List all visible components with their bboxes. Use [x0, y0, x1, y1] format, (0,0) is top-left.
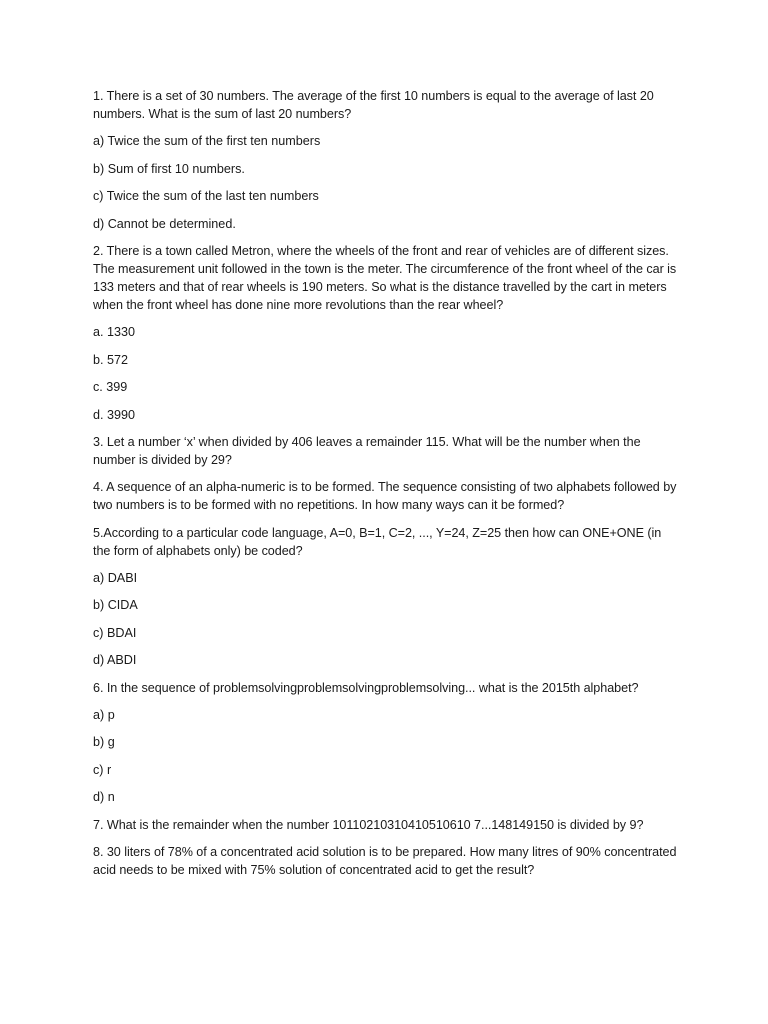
question-6-option-c: c) r	[93, 762, 112, 777]
question-6-option-d: d) n	[93, 790, 115, 805]
question-2-option-b: b. 572	[93, 352, 129, 367]
question-6-text: 6. In the sequence of problemsolvingproblemsolvingproblemsolving... what is the 2015th alphabet?	[93, 680, 639, 695]
question-3-text: 3. Let a number ‘x’ when divided by 406 leaves a remainder 115. What will be the number when the number is divided by 29?	[93, 434, 641, 467]
question-5-text: 5.According to a particular code language, A=0, B=1, C=2, ..., Y=24, Z=25 then how can ONE+ONE (in the form of alphabets only) be coded?	[93, 525, 662, 558]
question-5-option-c: c) BDAI	[93, 625, 137, 640]
question-1-option-c: c) Twice the sum of the last ten numbers	[93, 189, 319, 204]
question-2-option-a: a. 1330	[93, 325, 136, 340]
question-1-text: 1. There is a set of 30 numbers. The average of the first 10 numbers is equal to the average of last 20 numbers. What is the sum of last 20 numbers?	[93, 89, 654, 121]
question-5-option-b: b) CIDA	[93, 598, 138, 613]
question-8-text: 8. 30 liters of 78% of a concentrated acid solution is to be prepared. How many litres of 90% concentrated acid needs to be mixed with 75% solution of concentrated acid to get the result?	[93, 844, 677, 877]
question-1-option-b: b) Sum of first 10 numbers.	[93, 161, 245, 176]
question-2-text: 2. There is a town called Metron, where the wheels of the front and rear of vehicles are of different sizes. The measurement unit followed in the town is the meter. The circumference of the front wheel of the car is 133 meters and that of rear wheels is 190 meters. So what is the distance travelled by the cart in meters when the front wheel has done nine more revolutions than the rear wheel?	[93, 243, 677, 312]
question-6-option-b: b) g	[93, 735, 115, 750]
question-4-text: 4. A sequence of an alpha-numeric is to be formed. The sequence consisting of two alphabets followed by two numbers is to be formed with no repetitions. In how many ways can it be formed?	[93, 480, 677, 513]
question-2-option-c: c. 399	[93, 380, 128, 395]
question-2-option-d: d. 3990	[93, 407, 136, 422]
question-7-text: 7. What is the remainder when the number 10110210310410510610 7...148149150 is divided by 9?	[93, 817, 644, 832]
question-1-option-d: d) Cannot be determined.	[93, 216, 236, 231]
document-page	[93, 87, 678, 888]
question-6-option-a: a) p	[93, 708, 115, 723]
question-5-option-a: a) DABI	[93, 571, 138, 586]
question-5-option-d: d) ABDI	[93, 653, 137, 668]
question-1-option-a: a) Twice the sum of the first ten numbers	[93, 134, 321, 149]
